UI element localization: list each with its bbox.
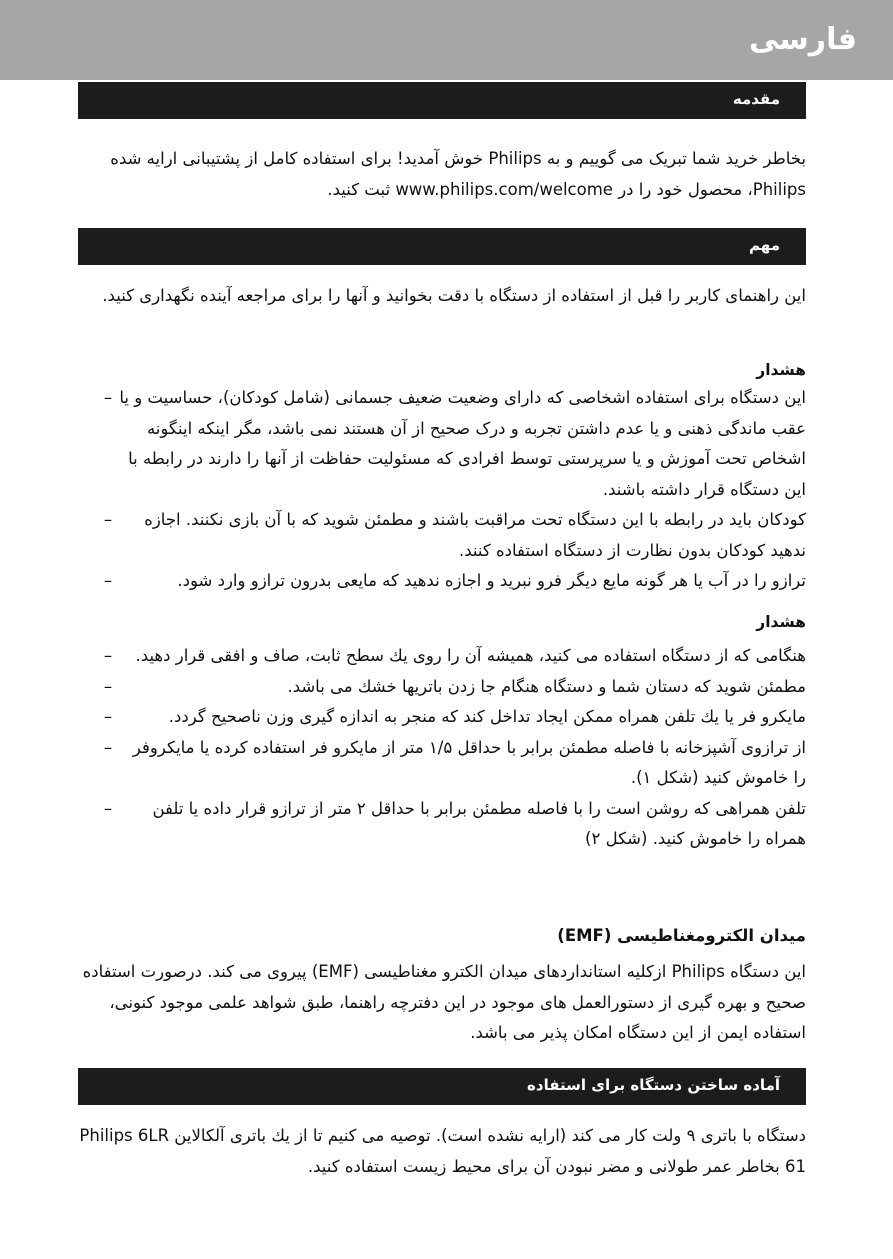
intro-paragraph: بخاطر خرید شما تبریک می گوییم و به Philips خوش آمدید! برای استفاده کامل از پشتیبانی ارایه شده Philips، محصول خود را در www.philips.com/welcome ثبت کنید. bbox=[110, 149, 806, 199]
list-item: – کودکان باید در رابطه با این دستگاه تحت مراقبت باشند و مطمئن شوید که با آن بازی نکنند. اجازه ندهید کودکان بدون نظارت از دستگاه استفاده کنند. bbox=[103, 510, 806, 560]
section-bar-intro bbox=[78, 82, 806, 119]
emf-heading: میدان الکترومغناطیسی (EMF) bbox=[557, 926, 806, 945]
list-item: – ترازو را در آب یا هر گونه مایع دیگر فرو نبرید و اجازه ندهید که مایعی بدرون ترازو وارد شود. bbox=[103, 571, 806, 590]
list-item: – این دستگاه برای استفاده اشخاصی که دارای وضعیت ضعیف جسمانی (شامل کودکان)، حساسیت و یا عقب ماندگی ذهنی و یا عدم داشتن تجربه و درک صحیح از آن هستند نمی باشد، مگر اینکه اینگونه اشخاص تحت آموزش و یا سرپرستی توسط افرادی که مسئولیت حفاظت از آنها را دارند در رابطه با این دستگاه قرار داشته باشند. bbox=[103, 388, 806, 499]
warning1-list bbox=[78, 383, 806, 597]
section-title-prep: آماده ساختن دستگاه برای استفاده bbox=[527, 1076, 780, 1094]
list-item: – مایکرو فر یا یك تلفن همراه ممکن ایجاد تداخل کند که منجر به اندازه گیری وزن ناصحیح گردد. bbox=[103, 707, 806, 726]
language-title: فارسی bbox=[748, 22, 857, 57]
list-item: – هنگامی که از دستگاه استفاده می کنید، همیشه آن را روی یك سطح ثابت، صاف و افقی قرار دهید. bbox=[103, 646, 806, 665]
section-bar-prep bbox=[78, 1068, 806, 1105]
emf-paragraph: این دستگاه Philips ازکلیه استانداردهای میدان الکترو مغناطیسی (EMF) پیروی می کند. درصورت استفاده صحیح و بهره گیری از دستورالعمل های موجود در این دفترچه راهنما، طبق شواهد علمی موجود کنونی، استفاده ایمن از این دستگاه امکان پذیر می باشد. bbox=[82, 962, 806, 1042]
warning2-list bbox=[78, 641, 806, 855]
warning1-heading: هشدار bbox=[756, 361, 806, 379]
section-title-important: مهم bbox=[749, 236, 780, 254]
list-item: – از ترازوی آشپزخانه با فاصله مطمئن برابر با حداقل ۱/۵ متر از مایکرو فر استفاده کرده یا مایکروفر را خاموش کنید (شکل ۱). bbox=[103, 737, 806, 787]
section-title-intro: مقدمه bbox=[732, 90, 780, 108]
warning2-heading: هشدار bbox=[756, 613, 806, 631]
important-paragraph: این راهنمای کاربر را قبل از استفاده از دستگاه با دقت بخوانید و آنها را برای مراجعه آینده نگهداری کنید. bbox=[102, 286, 806, 305]
list-item: – تلفن همراهی که روشن است را با فاصله مطمئن برابر با حداقل ۲ متر از ترازو قرار داده یا تلفن همراه را خاموش کنید. (شکل ۲) bbox=[103, 798, 806, 848]
language-tab bbox=[0, 0, 893, 80]
prep-paragraph: دستگاه با باتری ۹ ولت کار می کند (ارایه نشده است). توصیه می کنیم تا از یك باتری آلکالاین Philips 6LR 61 بخاطر عمر طولانی و مضر نبودن آن برای محیط زیست استفاده کنید. bbox=[79, 1126, 806, 1176]
list-item: – مطمئن شوید که دستان شما و دستگاه هنگام جا زدن باتریها خشك می باشد. bbox=[103, 676, 806, 696]
section-bar-important bbox=[78, 228, 806, 265]
